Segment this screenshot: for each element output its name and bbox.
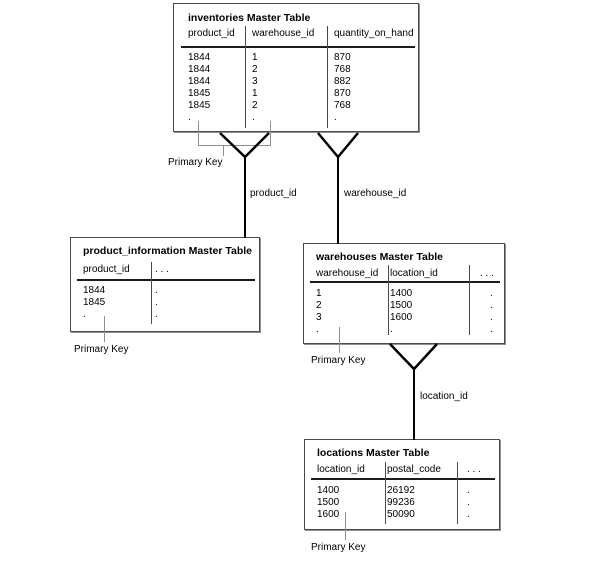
- column-location-id-values: [390, 288, 412, 336]
- header-underline: [311, 478, 495, 480]
- header-underline: [310, 281, 500, 283]
- table-cell: .: [467, 497, 470, 508]
- table-cell: 3: [252, 76, 258, 87]
- table-cell: 1: [252, 88, 258, 99]
- table-cell: 1845: [83, 297, 106, 308]
- column-divider: [469, 265, 470, 335]
- table-cell: 1400: [317, 485, 340, 496]
- table-title: product_information Master Table: [83, 245, 252, 257]
- table-title: warehouses Master Table: [316, 251, 444, 263]
- table-cell: 1844: [188, 64, 211, 75]
- table-cell: 3: [316, 312, 322, 323]
- column-header-warehouse-id: warehouse_id: [316, 268, 379, 279]
- column-header-ellipsis: . . .: [467, 464, 481, 475]
- primary-key-label-inventories: Primary Key: [168, 157, 223, 168]
- column-header-quantity-on-hand: quantity_on_hand: [334, 28, 414, 39]
- table-cell: 768: [334, 64, 351, 75]
- table-cell: 1500: [317, 497, 340, 508]
- column-divider: [457, 462, 458, 524]
- table-cell: 1400: [390, 288, 413, 299]
- table-warehouses: [303, 243, 505, 344]
- table-cell: .: [188, 112, 191, 123]
- table-title: inventories Master Table: [188, 12, 311, 24]
- column-header-warehouse-id: warehouse_id: [252, 28, 315, 39]
- table-cell: 1: [252, 52, 258, 63]
- table-cell: 50090: [387, 509, 415, 520]
- column-divider: [327, 26, 328, 128]
- table-cell: 1845: [188, 100, 211, 111]
- fk-connector-product-id: [220, 133, 269, 238]
- table-cell: 870: [334, 88, 351, 99]
- table-cell: 1844: [188, 52, 211, 63]
- column-header-product-id: product_id: [83, 264, 130, 275]
- table-cell: 1844: [188, 76, 211, 87]
- table-cell: .: [390, 324, 393, 335]
- column-ellipsis-values: [155, 285, 158, 321]
- table-cell: .: [316, 324, 319, 335]
- table-cell: .: [155, 285, 158, 296]
- table-cell: 2: [252, 64, 258, 75]
- column-divider: [245, 26, 246, 128]
- table-cell: 99236: [387, 497, 415, 508]
- primary-key-label-warehouses: Primary Key: [311, 355, 366, 366]
- header-underline: [181, 46, 415, 48]
- column-divider: [385, 462, 386, 524]
- column-warehouse-id-values: [252, 52, 258, 124]
- table-cell: .: [334, 112, 337, 123]
- table-cell: 26192: [387, 485, 415, 496]
- column-ellipsis-values: [467, 485, 470, 521]
- column-header-location-id: location_id: [390, 268, 438, 279]
- fk-label-product-id: product_id: [250, 188, 297, 199]
- column-location-id-values: [317, 485, 339, 521]
- table-cell: 1600: [317, 509, 340, 520]
- table-cell: 1845: [188, 88, 211, 99]
- column-divider: [388, 265, 389, 335]
- column-ellipsis-values: [490, 288, 493, 336]
- column-header-postal-code: postal_code: [387, 464, 441, 475]
- table-cell: .: [155, 297, 158, 308]
- table-cell: 768: [334, 100, 351, 111]
- table-cell: .: [155, 309, 158, 320]
- column-product-id-values: [83, 285, 105, 321]
- column-postal-code-values: [387, 485, 415, 521]
- table-cell: 870: [334, 52, 351, 63]
- column-header-ellipsis: . . .: [155, 264, 169, 275]
- table-cell: .: [490, 300, 493, 311]
- table-cell: 1: [316, 288, 322, 299]
- table-cell: .: [467, 485, 470, 496]
- table-cell: .: [467, 509, 470, 520]
- table-cell: .: [252, 112, 255, 123]
- primary-key-label-product-information: Primary Key: [74, 344, 129, 355]
- table-cell: 2: [316, 300, 322, 311]
- table-cell: 2: [252, 100, 258, 111]
- table-cell: 882: [334, 76, 351, 87]
- table-title: locations Master Table: [317, 447, 430, 459]
- table-cell: 1500: [390, 300, 413, 311]
- table-cell: 1600: [390, 312, 413, 323]
- column-header-product-id: product_id: [188, 28, 235, 39]
- header-underline: [77, 279, 255, 281]
- table-cell: .: [490, 312, 493, 323]
- fk-label-location-id: location_id: [420, 391, 468, 402]
- column-product-id-values: [188, 52, 210, 124]
- column-warehouse-id-values: [316, 288, 322, 336]
- primary-key-label-locations: Primary Key: [311, 542, 366, 553]
- column-header-ellipsis: . . .: [480, 268, 494, 279]
- column-quantity-values: [334, 52, 351, 124]
- fk-label-warehouse-id: warehouse_id: [344, 188, 407, 199]
- column-divider: [151, 262, 152, 324]
- table-cell: .: [490, 324, 493, 335]
- table-locations: [304, 439, 500, 530]
- table-inventories: [173, 3, 419, 132]
- table-cell: .: [83, 309, 86, 320]
- table-cell: .: [490, 288, 493, 299]
- table-cell: 1844: [83, 285, 106, 296]
- table-product-information: [70, 237, 260, 332]
- column-header-location-id: location_id: [317, 464, 365, 475]
